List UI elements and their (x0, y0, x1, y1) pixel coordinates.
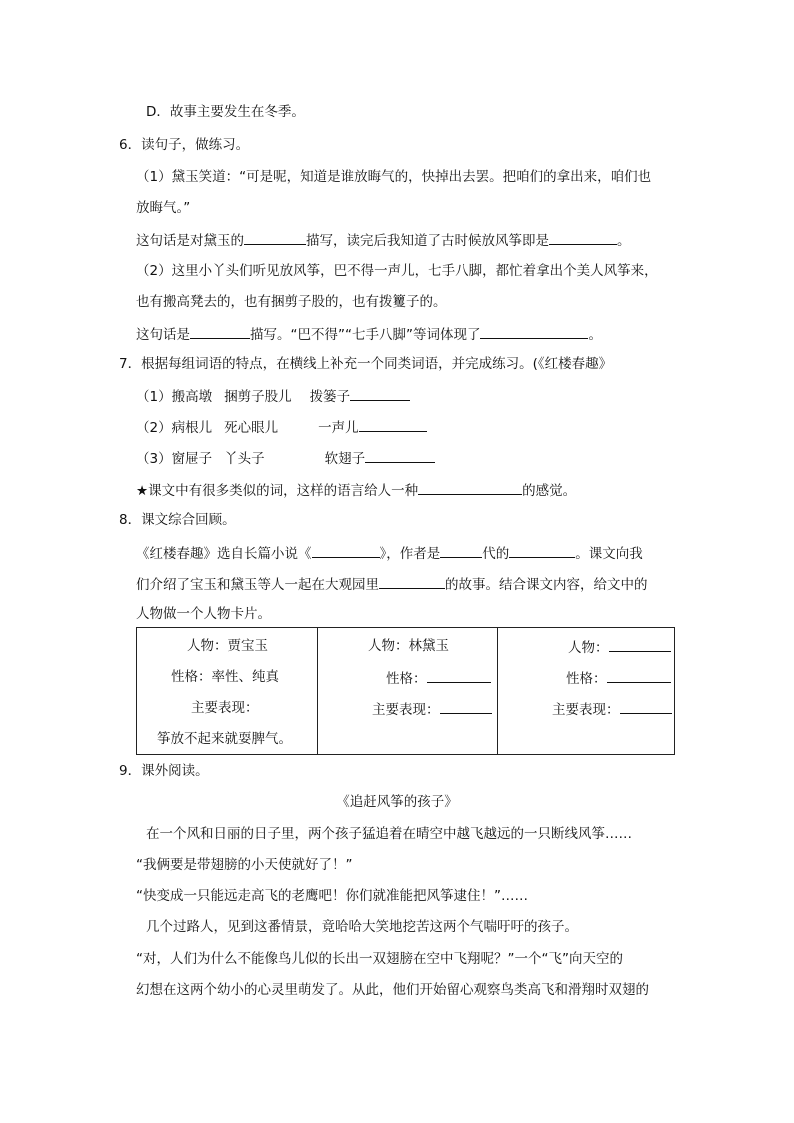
answer-blank[interactable] (312, 543, 380, 558)
option-d: D．故事主要发生在冬季。 (146, 104, 305, 120)
q8-p2-a: 们介绍了宝玉和黛玉等人一起在大观园里 (136, 577, 379, 593)
card2-trait: 性格： (386, 668, 491, 688)
q6-s2-task-a: 这句话是 (136, 327, 190, 343)
q6-s1-line2: 放晦气。” (136, 200, 191, 216)
q6-heading: 6．读句子，做练习。 (119, 137, 250, 153)
q8-p2-b: 的故事。结合课文内容，给文中的 (445, 577, 648, 593)
q7-heading: 7．根据每组词语的特点，在横线上补充一个同类词语，并完成练习。(《红楼春趣》 (119, 356, 613, 372)
answer-blank[interactable] (480, 324, 588, 339)
q8-p1-b: 》，作者是 (379, 546, 441, 562)
q6-s2-task-b: 描写。“巴不得”“七手八脚”等词体现了 (250, 327, 481, 343)
answer-blank[interactable] (244, 230, 306, 245)
answer-blank[interactable] (440, 699, 492, 714)
q6-s1-task (136, 230, 631, 250)
q6-s2-task-c: 。 (588, 327, 602, 343)
q8-p1-c: 代的 (482, 546, 510, 562)
q6-s1-task-b: 描写，读完后我知道了古时候放风筝即是 (306, 233, 549, 249)
answer-blank[interactable] (509, 543, 575, 558)
q8-p1-a: 《红楼春趣》选自长篇小说《 (136, 546, 312, 562)
q6-s1-task-a: 这句话是对黛玉的 (136, 233, 244, 249)
q9-heading: 9．课外阅读。 (119, 763, 209, 779)
word: （3）窗屉子 (136, 451, 213, 467)
card3-trait: 性格： (566, 668, 671, 688)
character-card-1 (137, 628, 317, 754)
card1-detail: 筝放不起来就耍脾气。 (157, 731, 292, 747)
card1-name: 人物：贾宝玉 (187, 638, 268, 654)
q7-star-a: ★课文中有很多类似的词，这样的语言给人一种 (136, 483, 419, 499)
word: 拨篓子 (309, 389, 351, 405)
q8-p3: 人物做一个人物卡片。 (136, 606, 271, 622)
q6-s2-line1: （2）这里小丫头们听见放风筝，巴不得一声儿，七手八脚，都忙着拿出个美人风筝来， (136, 263, 658, 279)
reading-p2: “我俩要是带翅膀的小天使就好了！” (136, 857, 353, 873)
character-card-3 (497, 628, 674, 754)
card1-perf: 主要表现： (191, 700, 259, 716)
character-card-2 (317, 628, 497, 754)
q6-s2-task (136, 324, 602, 344)
card3-name: 人物： (568, 637, 671, 657)
answer-blank[interactable] (418, 480, 522, 495)
reading-p3: “快变成一只能远走高飞的老鹰吧！你们就准能把风筝逮住！”…… (136, 888, 528, 904)
word: （1）搬高墩 (136, 389, 213, 405)
card2-name: 人物：林黛玉 (368, 638, 449, 654)
word: 一声儿 (318, 420, 359, 436)
q6-s2-line2: 也有搬高凳去的，也有捆剪子股的，也有拨籰子的。 (136, 294, 447, 310)
q7-star (136, 480, 576, 500)
reading-p4: 几个过路人，见到这番情景，竟哈哈大笑地挖苦这两个气喘吁吁的孩子。 (146, 919, 578, 935)
q8-p1-d: 。课文向我 (575, 546, 643, 562)
answer-blank[interactable] (365, 448, 435, 463)
answer-blank[interactable] (549, 230, 617, 245)
reading-p5-line1: “对，人们为什么不能像鸟儿似的长出一双翅膀在空中飞翔呢？”一个“飞”向天空的 (136, 951, 623, 967)
word: 死心眼儿 (224, 420, 279, 436)
q7-group-3 (136, 448, 435, 468)
q8-p1 (136, 543, 643, 563)
card3-perf: 主要表现： (552, 699, 672, 719)
answer-blank[interactable] (379, 574, 445, 589)
q7-group-2 (136, 417, 427, 437)
answer-blank[interactable] (440, 543, 482, 558)
q6-s1-line1: （1）黛玉笑道：“可是呢，知道是谁放晦气的，快掉出去罢。把咱们的拿出来，咱们也 (136, 169, 652, 185)
reading-p1: 在一个风和日丽的日子里，两个孩子猛追着在晴空中越飞越远的一只断线风筝…… (146, 826, 632, 842)
q7-group-1 (136, 386, 410, 406)
answer-blank[interactable] (609, 637, 671, 652)
answer-blank[interactable] (350, 386, 410, 401)
q8-p2 (136, 574, 648, 594)
character-card-table (136, 627, 675, 755)
answer-blank[interactable] (359, 417, 427, 432)
q8-heading: 8．课文综合回顾。 (119, 512, 236, 528)
reading-p5-line2: 幻想在这两个幼小的心灵里萌发了。从此，他们开始留心观察鸟类高飞和滑翔时双翅的 (136, 982, 649, 998)
word: 捆剪子股儿 (224, 389, 292, 405)
word: 丫头子 (224, 451, 265, 467)
q7-star-b: 的感觉。 (522, 483, 577, 499)
answer-blank[interactable] (190, 324, 250, 339)
word: 软翅子 (324, 451, 366, 467)
answer-blank[interactable] (607, 668, 671, 683)
answer-blank[interactable] (427, 668, 491, 683)
word: （2）病根儿 (136, 420, 213, 436)
reading-title: 《追赶风筝的孩子》 (336, 794, 458, 810)
q6-s1-task-c: 。 (617, 233, 631, 249)
card1-trait: 性格：率性、纯真 (171, 669, 279, 685)
card2-perf: 主要表现： (372, 699, 492, 719)
answer-blank[interactable] (620, 699, 672, 714)
